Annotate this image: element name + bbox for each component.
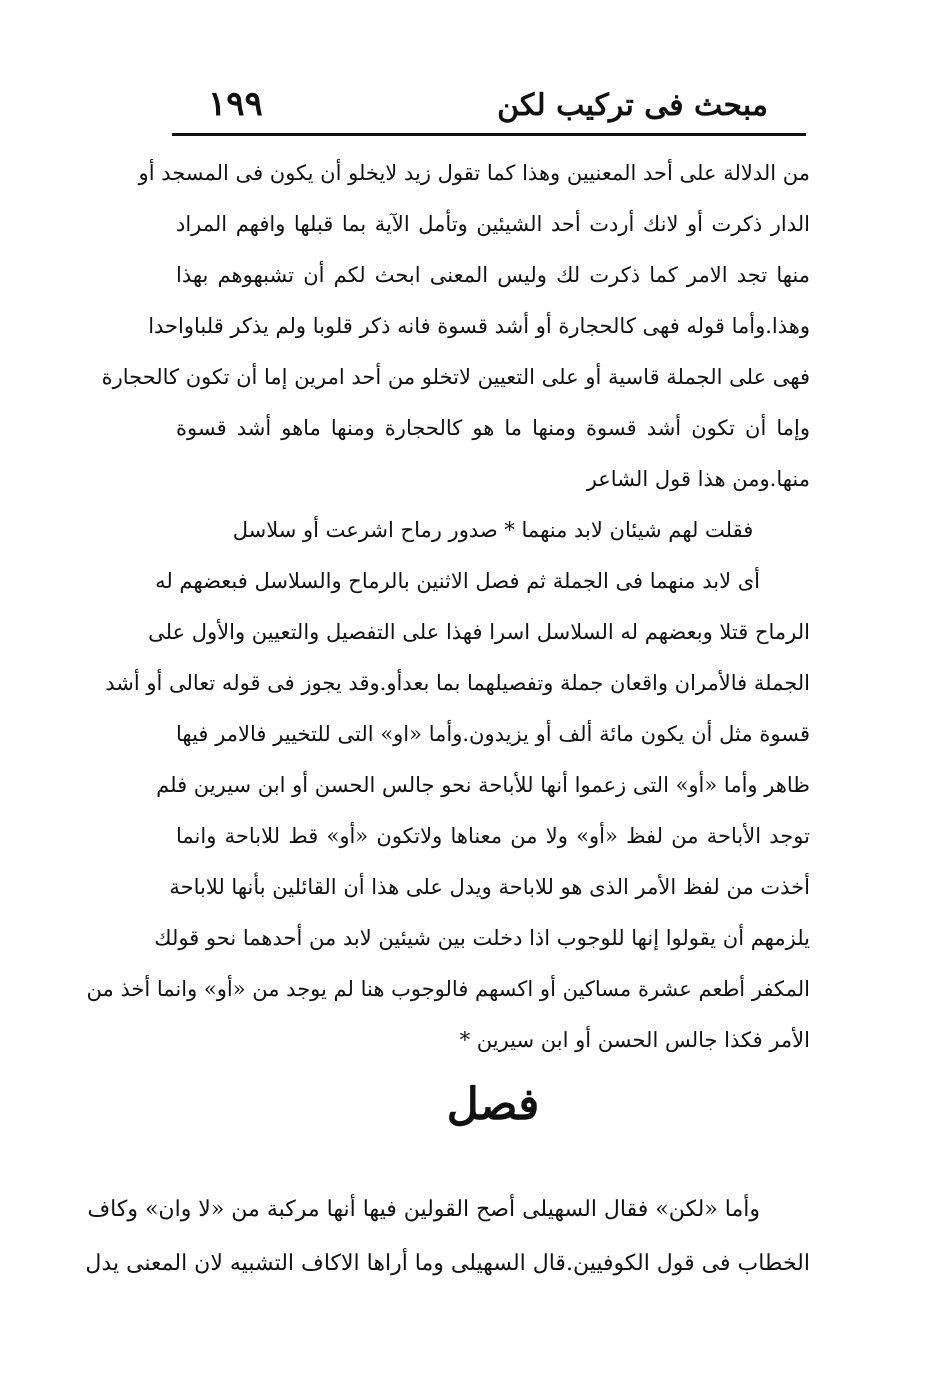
text-line: أخذت من لفظ الأمر الذى هو للاباحة ويدل على هذا أن القائلين بأنها للاباحة (169, 875, 810, 899)
page-number: ١٩٩ (208, 84, 263, 124)
text-line: الجملة فالأمران واقعان جملة وتفصيلهما بما بعدأو.وقد يجوز فى قوله تعالى أو أشد (105, 671, 810, 695)
text-line: الأمر فكذا جالس الحسن أو ابن سيرين * (459, 1028, 810, 1052)
running-title: مبحث فى تركيب لكن (497, 88, 768, 123)
text-line: منها.ومن هذا قول الشاعر (586, 467, 810, 491)
text-line: من الدلالة على أحد المعنيين وهذا كما تقول زيد لايخلو أن يكون فى المسجد أو (138, 161, 810, 185)
text-line: فهى على الجملة قاسية أو على التعيين لاتخلو من أحد امرين إما أن تكون كالحجارة (101, 365, 810, 389)
text-line: وإما أن تكون أشد قسوة ومنها ما هو كالحجارة ومنها ماهو أشد قسوة (176, 416, 810, 440)
text-line: الرماح قتلا وبعضهم له السلاسل اسرا فهذا على التفصيل والتعيين والأول على (148, 620, 810, 644)
text-line: الخطاب فى قول الكوفيين.قال السهيلى وما أراها الاكاف التشبيه لان المعنى يدل (85, 1251, 810, 1276)
text-line: المكفر أطعم عشرة مساكين أو اكسهم فالوجوب هنا لم يوجد من «أو» وانما أخذ من (86, 977, 810, 1001)
text-line: منها تجد الامر كما ذكرت لك وليس المعنى ابحث لكم أن تشبهوهم بهذا (176, 263, 810, 287)
text-line: وهذا.وأما قوله فهى كالحجارة أو أشد قسوة فانه ذكر قلوبا ولم يذكر قلباواحدا (148, 314, 810, 338)
text-line: الدار ذكرت أو لانك أردت أحد الشيئين وتأمل الآية بما قبلها وافهم المراد (176, 212, 810, 236)
poetry-verse: فقلت لهم شيئان لابد منهما * صدور رماح اشرعت أو سلاسل (232, 518, 754, 542)
main-text (86, 148, 810, 1066)
text-line: أى لابد منهما فى الجملة ثم فصل الاثنين بالرماح والسلاسل فبعضهم له (155, 569, 760, 593)
text-line: يلزمهم أن يقولوا إنها للوجوب اذا دخلت بين شيئين لابد من أحدهما نحو قولك (154, 926, 810, 950)
text-line: ظاهر وأما «أو» التى زعموا أنها للأباحة نحو جالس الحسن أو ابن سيرين فلم (156, 773, 810, 797)
section-text (85, 1183, 810, 1291)
text-line: وأما «لكن» فقال السهيلى أصح القولين فيها أنها مركبة من «لا وان» وكاف (87, 1197, 760, 1222)
text-line: توجد الأباحة من لفظ «أو» ولا من معناها ولاتكون «أو» قط للاباحة وانما (176, 824, 810, 848)
section-heading: فصل (446, 1079, 540, 1130)
page-header (172, 82, 808, 132)
text-line: قسوة مثل أن يكون مائة ألف أو يزيدون.وأما «او» التى للتخيير فالامر فيها (176, 722, 810, 746)
header-rule (172, 133, 806, 136)
